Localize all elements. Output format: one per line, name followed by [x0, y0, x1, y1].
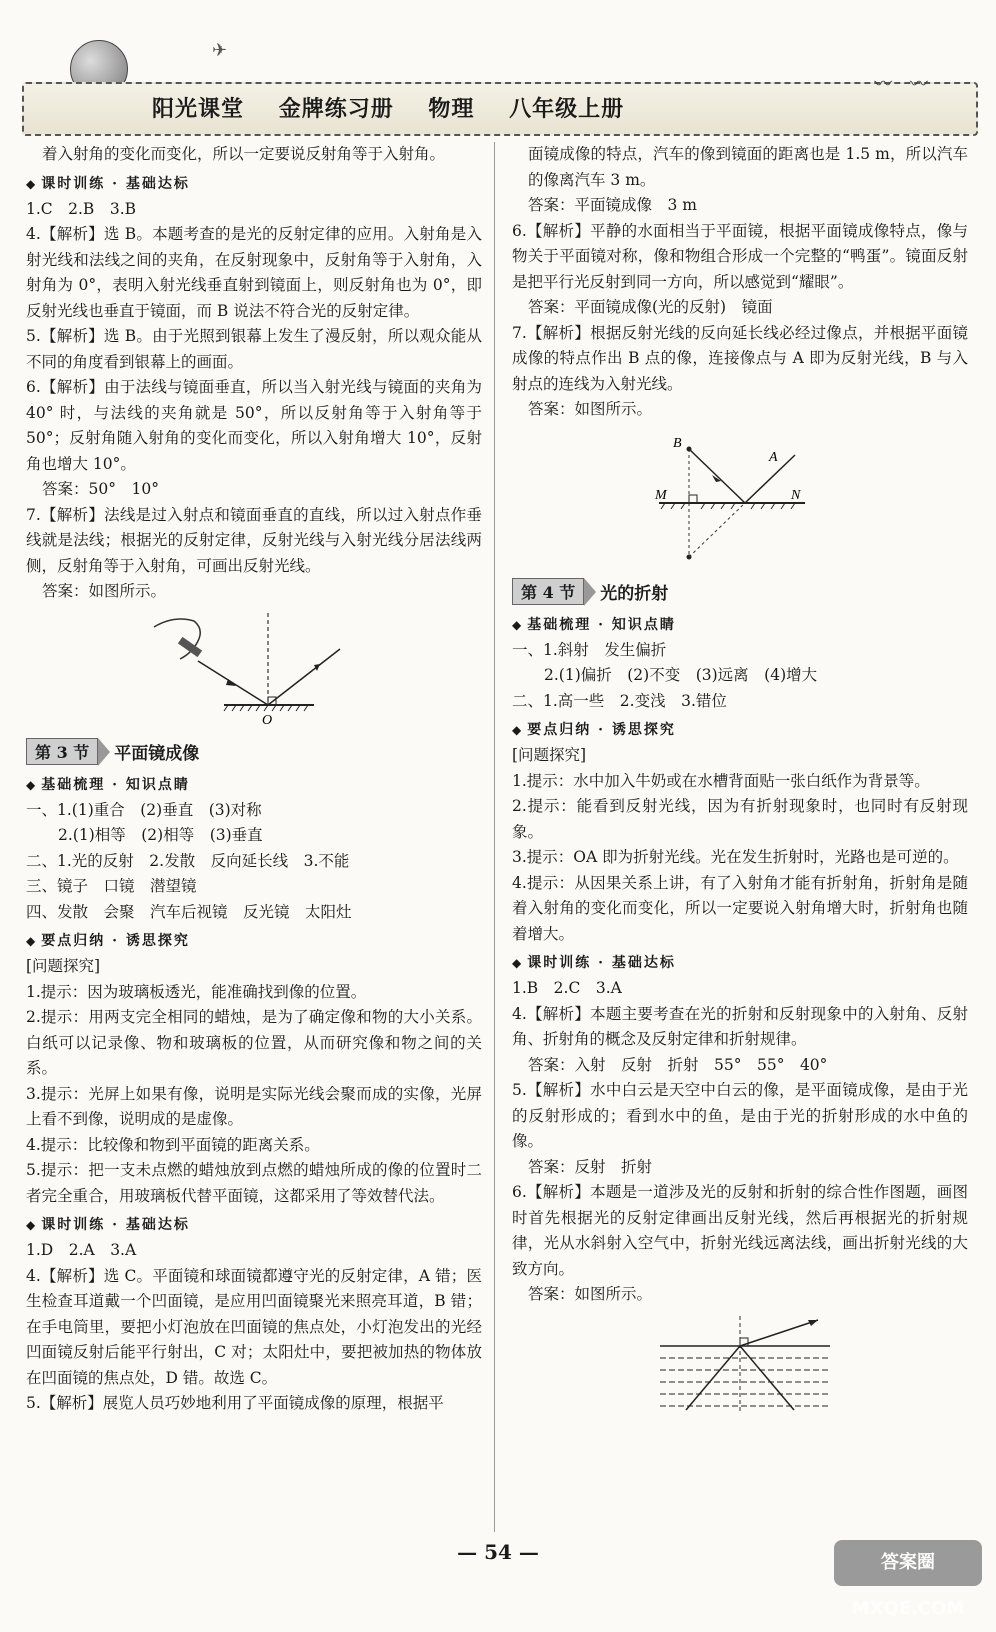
answer-text: 三、镜子 口镜 潜望镜	[26, 877, 197, 895]
section-title: 平面镜成像	[114, 744, 200, 764]
answer-text: 答案：平面镜成像(光的反射) 镜面	[528, 298, 773, 316]
answer-text: 答案：如图所示。	[528, 400, 653, 418]
answer-text: 5.【解析】展览人员巧妙地利用了平面镜成像的原理，根据平	[26, 1394, 444, 1412]
label-a: A	[769, 449, 778, 465]
reflected-ray	[268, 649, 340, 705]
subsection-heading: ◆ 基础梳理 · 知识点睛	[26, 773, 482, 798]
answer-text: 7.【解析】法线是过入射点和镜面垂直的直线，所以过入射点作垂线就是法线；根据光的反射定律，反射光线与入射光线分居法线两侧，反射角等于入射角，可画出反射光线。	[26, 505, 482, 575]
answer-text: 5.提示：把一支未点燃的蜡烛放到点燃的蜡烛所成的像的位置时二者完全重合，用玻璃板代替平面镜，这都采用了等效替代法。	[26, 1161, 482, 1205]
header-series: 阳光课堂	[152, 96, 245, 122]
subsection-heading: ◆ 基础梳理 · 知识点睛	[512, 613, 968, 638]
subsection-heading: ◆ 要点归纳 · 诱思探究	[512, 718, 968, 743]
answer-text: 答案：平面镜成像 3 m	[528, 196, 697, 214]
page-header	[22, 40, 974, 140]
answer-text: 1.B 2.C 3.A	[512, 979, 622, 997]
answer-text: 6.【解析】本题是一道涉及光的反射和折射的综合性作图题，画图时首先根据光的反射定律画出反射光线，然后再根据光的折射规律，光从水斜射入空气中，折射光线远离法线，画出折射光线的大致方向。	[512, 1183, 968, 1278]
answer-text: 面镜成像的特点，汽车的像到镜面的距离也是 1.5 m，所以汽车的像离汽车 3 m。	[528, 145, 968, 189]
answer-text: 1.C 2.B 3.B	[26, 199, 137, 218]
answer-text: 6.【解析】由于法线与镜面垂直，所以当入射光线与镜面的夹角为 40° 时，与法线的夹角就是 50°，所以反射角等于入射角等于 50°；反射角随入射角的变化而变化，所以入射角增大 10°，反射角也增大 10°。	[26, 378, 482, 473]
reflected-arrow	[314, 664, 320, 671]
right-column	[512, 142, 968, 1420]
label-n: N	[791, 487, 801, 503]
answer-text: 3.提示：OA 即为折射光线。光在发生折射时，光路也是可逆的。	[512, 848, 959, 866]
incident-ray	[198, 661, 268, 705]
extension-line	[689, 503, 745, 557]
section-heading	[26, 737, 482, 767]
answer-text: 四、发散 会聚 汽车后视镜 反光镜 太阳灶	[26, 902, 352, 921]
answer-text: 2.提示：能看到反射光线，因为有折射现象时，也同时有反射现象。	[512, 797, 968, 841]
subsection-heading: ◆ 课时训练 · 基础达标	[26, 1213, 482, 1238]
site-stamp: 答案圈 MXQE.COM	[834, 1540, 982, 1586]
answer-text: 一、1.(1)重合 (2)垂直 (3)对称	[26, 800, 262, 819]
answer-text: 7.【解析】根据反射光线的反向延长线必经过像点，并根据平面镜成像的特点作出 B 点的像，连接像点与 A 即为反射光线，B 与入射点的连线为入射光线。	[512, 323, 968, 393]
refracted-ray	[740, 1320, 818, 1346]
refraction-diagram	[640, 1312, 840, 1416]
answer-text: 6.【解析】平静的水面相当于平面镜，根据平面镜成像特点，像与物关于平面镜对称，像和物组合形成一个完整的“鸭蛋”。镜面反射是把平行光反射到同一方向，所以感觉到“耀眼”。	[512, 221, 968, 291]
reflection-diagram	[144, 609, 364, 727]
section-number: 第 3 节	[26, 738, 98, 765]
section-number: 第 4 节	[512, 578, 584, 605]
answer-text: 二、1.光的反射 2.发散 反向延长线 3.不能	[26, 851, 350, 870]
reflected-ray	[740, 1346, 794, 1410]
answer-text: 二、1.高一些 2.变浅 3.错位	[512, 691, 727, 710]
section-heading	[512, 577, 968, 607]
subsection-heading: ◆ 课时训练 · 基础达标	[26, 172, 482, 197]
header-title	[152, 92, 650, 123]
answer-text: 4.提示：比较像和物到平面镜的距离关系。	[26, 1135, 320, 1154]
section-arrow-icon	[584, 578, 596, 606]
incident-ray	[686, 1346, 740, 1410]
water-surface	[660, 1346, 830, 1406]
answer-text: 1.提示：因为玻璃板透光，能准确找到像的位置。	[26, 982, 367, 1001]
answer-text: 答案：反射 折射	[528, 1157, 653, 1176]
section-title: 光的折射	[600, 584, 669, 604]
answer-text: 3.提示：光屏上如果有像，说明是实际光线会聚而成的实像，光屏上看不到像，说明成的是虚像。	[26, 1084, 482, 1128]
answer-text: 1.提示：水中加入牛奶或在水槽背面贴一张白纸作为背景等。	[512, 771, 930, 790]
answer-text: 5.【解析】水中白云是天空中白云的像，是平面镜成像，是由于光的反射形成的；看到水中的鱼，是由于光的折射形成的水中鱼的像。	[512, 1081, 968, 1150]
answer-text: 4.【解析】选 C。平面镜和球面镜都遵守光的反射定律，A 错；医生检查耳道戴一个凹面镜，是应用凹面镜聚光来照亮耳道，B 错；在手电筒里，要把小灯泡放在凹面镜的焦点处，小灯泡发出的光经凹面镜反射后能平行射出，C 对；太阳灶中，要把被加热的物体放在凹面镜的焦点处，D 错。故选 C。	[26, 1266, 482, 1387]
answer-text: [问题探究]	[26, 957, 101, 975]
subsection-heading: ◆ 课时训练 · 基础达标	[512, 951, 968, 976]
right-angle-mark	[689, 495, 697, 503]
answer-text: 着入射角的变化而变化，所以一定要说反射角等于入射角。	[42, 145, 446, 163]
header-subject: 物理	[428, 96, 475, 122]
label-m: M	[655, 487, 667, 503]
answer-text: 答案：入射 反射 折射 55° 55° 40°	[528, 1055, 828, 1074]
answer-text: 答案：如图所示。	[42, 582, 167, 600]
birds-icon: 〰 〰	[874, 74, 934, 95]
left-column	[26, 142, 482, 1417]
point-o-label: O	[262, 712, 273, 727]
header-book: 金牌练习册	[278, 96, 394, 122]
answer-text: 2.(1)相等 (2)相等 (3)垂直	[58, 826, 263, 844]
answer-text: [问题探究]	[512, 746, 587, 764]
answer-text: 2.提示：用两支完全相同的蜡烛，是为了确定像和物的大小关系。白纸可以记录像、物和玻璃板的位置，从而研究像和物之间的关系。	[26, 1008, 482, 1077]
answer-text: 1.D 2.A 3.A	[26, 1241, 137, 1259]
answer-text: 答案：如图所示。	[528, 1285, 653, 1303]
column-divider	[494, 142, 495, 1532]
subsection-heading: ◆ 要点归纳 · 诱思探究	[26, 929, 482, 954]
refracted-arrow	[808, 1320, 818, 1326]
section-arrow-icon	[98, 738, 110, 766]
answer-text: 答案：50° 10°	[42, 480, 159, 498]
answer-text: 4.【解析】选 B。本题考查的是光的反射定律的应用。入射角是入射光线和法线之间的夹角，在反射现象中，反射角等于入射角，入射角为 0°，表明入射光线垂直射到镜面上，则反射角也为 0°，即反射光线也垂直于镜面，而 B 说法不符合光的反射定律。	[26, 225, 482, 320]
answer-text: 2.(1)偏折 (2)不变 (3)远离 (4)增大	[544, 666, 818, 684]
answer-text: 4.提示：从因果关系上讲，有了入射角才能有折射角，折射角是随着入射角的变化而变化，所以一定要说入射角增大时，折射角也随着增大。	[512, 873, 968, 943]
answer-text: 5.【解析】选 B。由于光照到银幕上发生了漫反射，所以观众能从不同的角度看到银幕上的画面。	[26, 327, 482, 371]
mirror-image-diagram	[645, 427, 835, 567]
label-b: B	[673, 435, 682, 451]
answer-text: 一、1.斜射 发生偏折	[512, 640, 667, 659]
page-number: — 54 —	[457, 1540, 539, 1564]
paper-plane-icon: ✈	[212, 40, 228, 61]
header-grade: 八年级上册	[509, 96, 625, 122]
answer-text: 4.【解析】本题主要考查在光的折射和反射现象中的入射角、反射角、折射角的概念及反射定律和折射规律。	[512, 1004, 968, 1048]
